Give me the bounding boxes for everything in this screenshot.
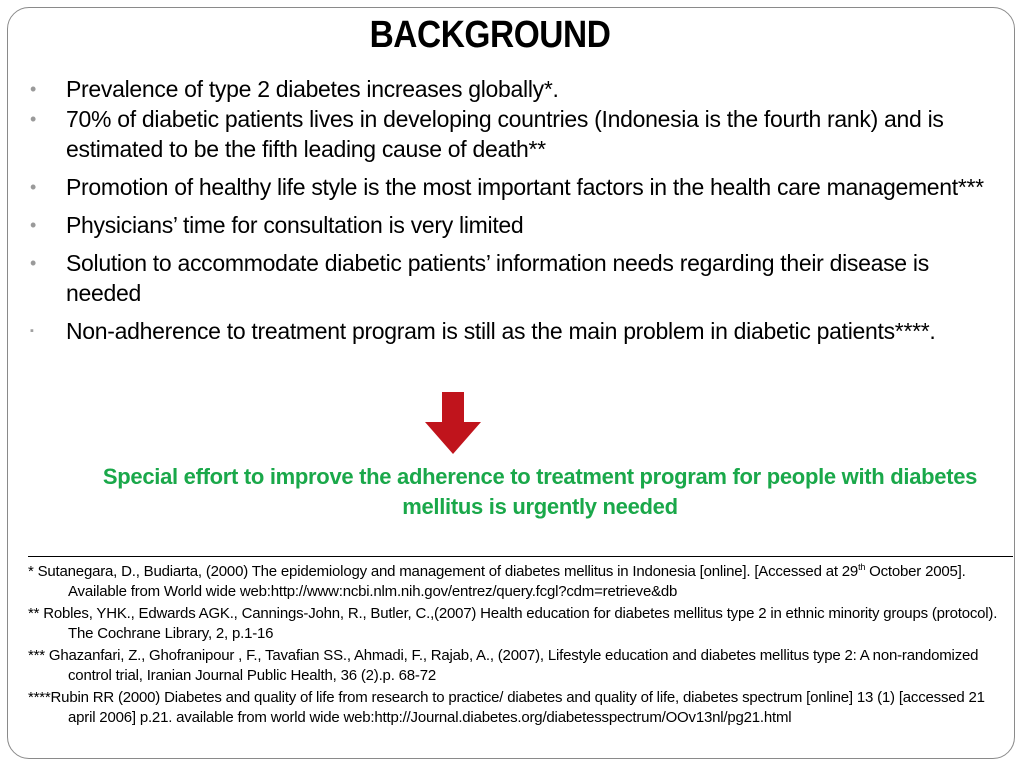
bullet-text: Physicians’ time for consultation is very limited	[66, 212, 524, 238]
bullet-marker: •	[30, 79, 37, 99]
bullet-text: 70% of diabetic patients lives in developing countries (Indonesia is the fourth rank) and is estimated to be the fifth leading cause of death**	[66, 106, 944, 162]
bullet-marker: •	[30, 253, 37, 273]
bullet-text: Non-adherence to treatment program is still as the main problem in diabetic patients****.	[66, 318, 936, 344]
reference-text: October 2005]. Available from World wide web:http://www:ncbi.nlm.nih.gov/entrez/query.fcgl?cdm=retrieve&db	[68, 563, 966, 600]
references	[28, 562, 1016, 730]
conclusion-text: Special effort to improve the adherence to treatment program for people with diabetes mellitus is urgently needed	[102, 464, 978, 519]
bullet-item	[30, 104, 1005, 164]
reference-text: * Sutanegara, D., Budiarta, (2000) The epidemiology and management of diabetes mellitus in Indonesia [online]. [Accessed at 29	[28, 563, 859, 580]
reference-item	[28, 562, 1016, 602]
down-arrow-icon	[423, 392, 483, 456]
bullet-marker: •	[30, 109, 37, 129]
bullet-item	[30, 74, 1005, 104]
footnote-divider	[28, 556, 1013, 557]
reference-item: ** Robles, YHK., Edwards AGK., Cannings-John, R., Butler, C.,(2007) Health education for diabetes mellitus type 2 in ethnic minority groups (protocol). The Cochrane Library, 2, p.1-16	[28, 605, 998, 642]
slide-title: BACKGROUND	[369, 14, 611, 56]
bullet-marker: •	[30, 215, 37, 235]
bullet-text: Promotion of healthy life style is the most important factors in the health care management***	[66, 174, 984, 200]
bullet-list	[30, 74, 1005, 346]
bullet-item	[30, 210, 1005, 240]
bullet-text: Prevalence of type 2 diabetes increases globally*.	[66, 76, 559, 102]
reference-superscript: th	[858, 562, 866, 572]
bullet-item	[30, 316, 1005, 346]
reference-item: ****Rubin RR (2000) Diabetes and quality of life from research to practice/ diabetes and quality of life, diabetes spectrum [online] 13 (1) [accessed 21 april 2006] p.21. available from world wide web:http://Journal.diabetes.org/diabetesspectrum/OOv13nl/pg21.html	[28, 689, 985, 726]
bullet-text: Solution to accommodate diabetic patients’ information needs regarding their disease is needed	[66, 250, 929, 306]
bullet-item	[30, 172, 1005, 202]
bullet-item	[30, 248, 1005, 308]
reference-item: *** Ghazanfari, Z., Ghofranipour , F., Tavafian SS., Ahmadi, F., Rajab, A., (2007), Lifestyle education and diabetes mellitus type 2: A non-randomized control trial, Iranian Journal Public Health, 36 (2).p. 68-72	[28, 647, 979, 684]
bullet-marker: •	[30, 177, 37, 197]
bullet-marker: ▪	[30, 325, 34, 337]
